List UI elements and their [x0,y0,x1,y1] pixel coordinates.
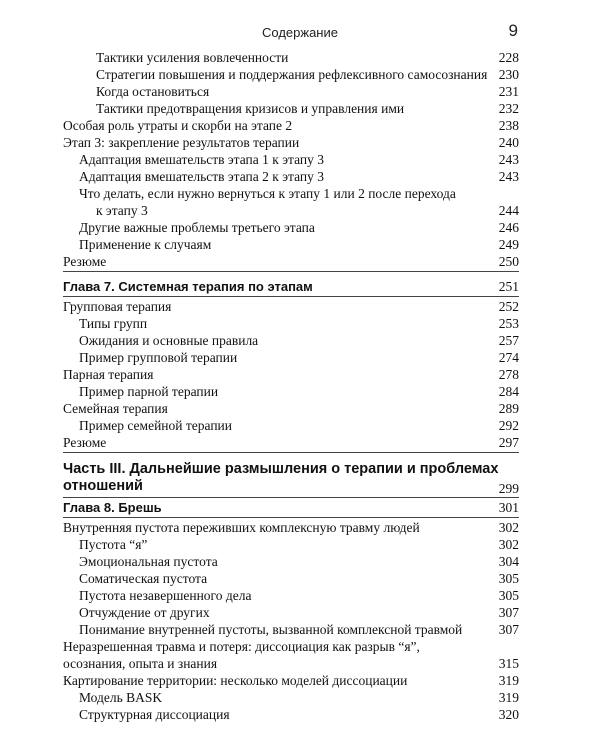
section-divider [63,517,519,518]
section-divider [63,497,519,498]
running-header: Содержание [262,25,338,40]
section-divider [63,271,519,272]
section-divider [63,296,519,297]
page-number: 9 [508,21,518,40]
section-divider [63,452,519,453]
book-page: Содержание 9 Тактики усиления вовлеченности 228 Стратегии повышения и поддержания рефлексивного самосознания 230 Когда остановиться 231 Тактики предотвращения кризисов и управления ими 232 Особая роль утраты и скорби на этапе 2 238 Этап 3: закрепление результатов терапии 240 Адаптация вмешательств этапа 1 к этапу 3 243 Адаптация вмешательств этапа 2 к этапу 3 243 Что делать, если нужно вернуться к этапу 1 или 2 после перехода к этапу 3 244 Другие важные проблемы третьего этапа 246 Применение к случаям 249 Резюме 250 Глава 7. Системная терапия по этапам 251 Групповая терапия 252 Типы групп 253 Ожидания и основные правила 257 Пример групповой терапии 274 Парная терапия 278 Пример парной терапии 284 Семейная терапия 289 Пример семейной терапии 292 Резюме 297 Часть III. Дальнейшие размышления о терапии и проблемах отношений 299 Глава 8. Брешь 301 Внутренняя пустота переживших комплексную травму людей 302 Пустота “я” 302 Эмоциональная пустота 304 Соматическая пустота 305 Пустота незавершенного дела 305 Отчуждение от других 307 Понимание внутренней пустоты, вызванной комплексной травмой 307 Неразрешенная травма и потеря: диссоциация как разрыв “я”, осознания, опыта и знания 315 Картирование территории: несколько моделей диссоциации 319 Модель BASK 319 Структурная диссоциация 320 [0,0,600,750]
